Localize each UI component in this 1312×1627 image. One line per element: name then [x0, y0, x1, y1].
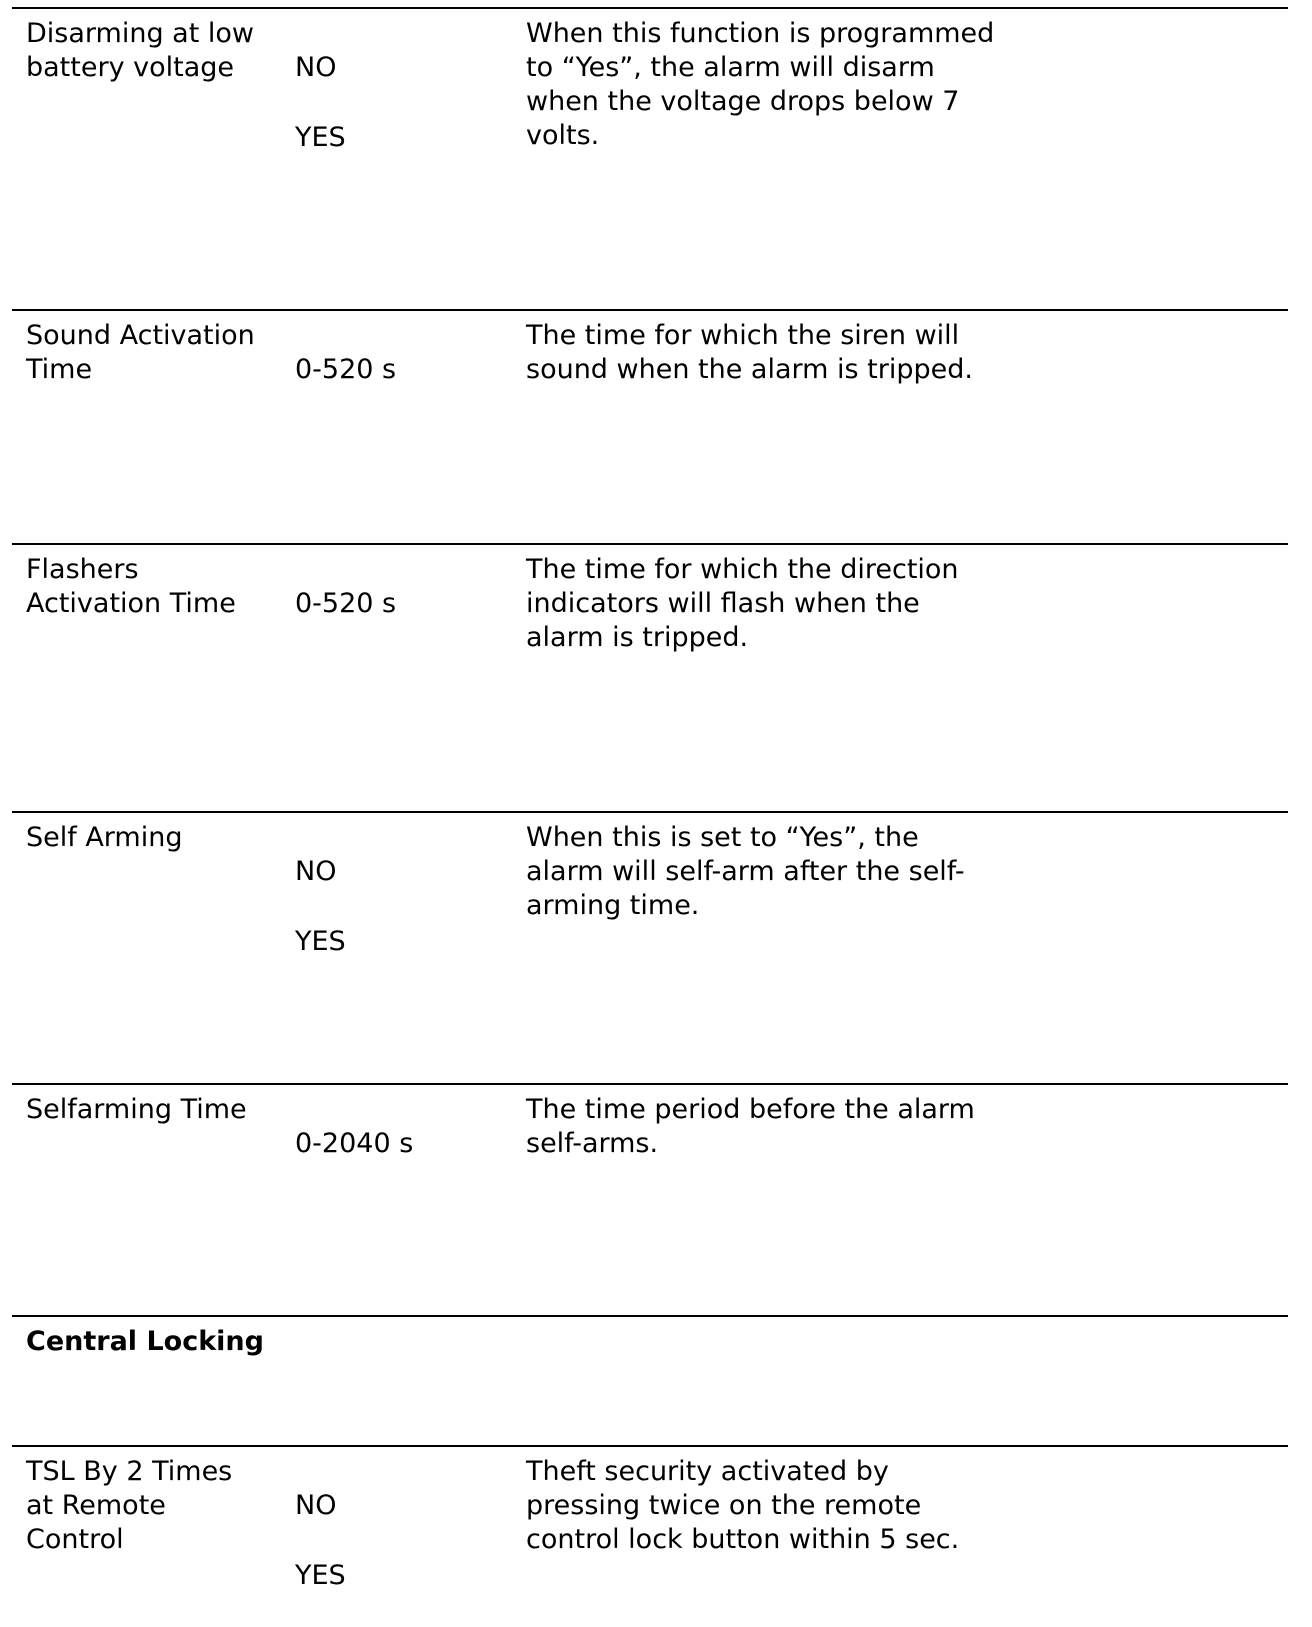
setting-description: When this function is programmed to “Yes”, the alarm will disarm when the voltage drops below 7 volts. [526, 18, 995, 151]
table-rule [12, 543, 1288, 545]
setting-options [295, 553, 495, 655]
setting-options [295, 1455, 495, 1627]
setting-options [295, 821, 495, 993]
setting-name: Sound Activation Time [26, 320, 255, 385]
setting-name: Self Arming [26, 822, 183, 853]
setting-name: Selfarming Time [26, 1094, 247, 1125]
setting-name: Disarming at low battery voltage [26, 18, 254, 83]
table-rule [12, 1315, 1288, 1317]
option-value: 0-520 s [295, 354, 397, 385]
option-value: YES [295, 122, 346, 153]
setting-options [295, 1093, 495, 1195]
setting-description: The time period before the alarm self-arms. [526, 1094, 975, 1159]
section-heading: Central Locking [26, 1326, 264, 1357]
option-value: NO [295, 856, 337, 887]
setting-name: TSL By 2 Times at Remote Control [26, 1456, 233, 1555]
table-rule [12, 1083, 1288, 1085]
table-rule [12, 7, 1288, 9]
option-value: YES [295, 1560, 346, 1591]
table-rule [12, 309, 1288, 311]
setting-options [295, 319, 495, 421]
table-rule [12, 1445, 1288, 1447]
setting-options [295, 17, 495, 189]
option-value: 0-520 s [295, 588, 397, 619]
setting-name: Flashers Activation Time [26, 554, 236, 619]
option-value: 0-2040 s [295, 1128, 414, 1159]
option-value: NO [295, 1490, 337, 1521]
table-rule [12, 811, 1288, 813]
setting-description: Theft security activated by pressing twice on the remote control lock button within 5 sec. [526, 1456, 960, 1555]
option-value: YES [295, 926, 346, 957]
setting-description: The time for which the direction indicators will flash when the alarm is tripped. [526, 554, 959, 653]
option-value: NO [295, 52, 337, 83]
setting-description: When this is set to “Yes”, the alarm will self-arm after the self- arming time. [526, 822, 965, 921]
setting-description: The time for which the siren will sound when the alarm is tripped. [526, 320, 973, 385]
